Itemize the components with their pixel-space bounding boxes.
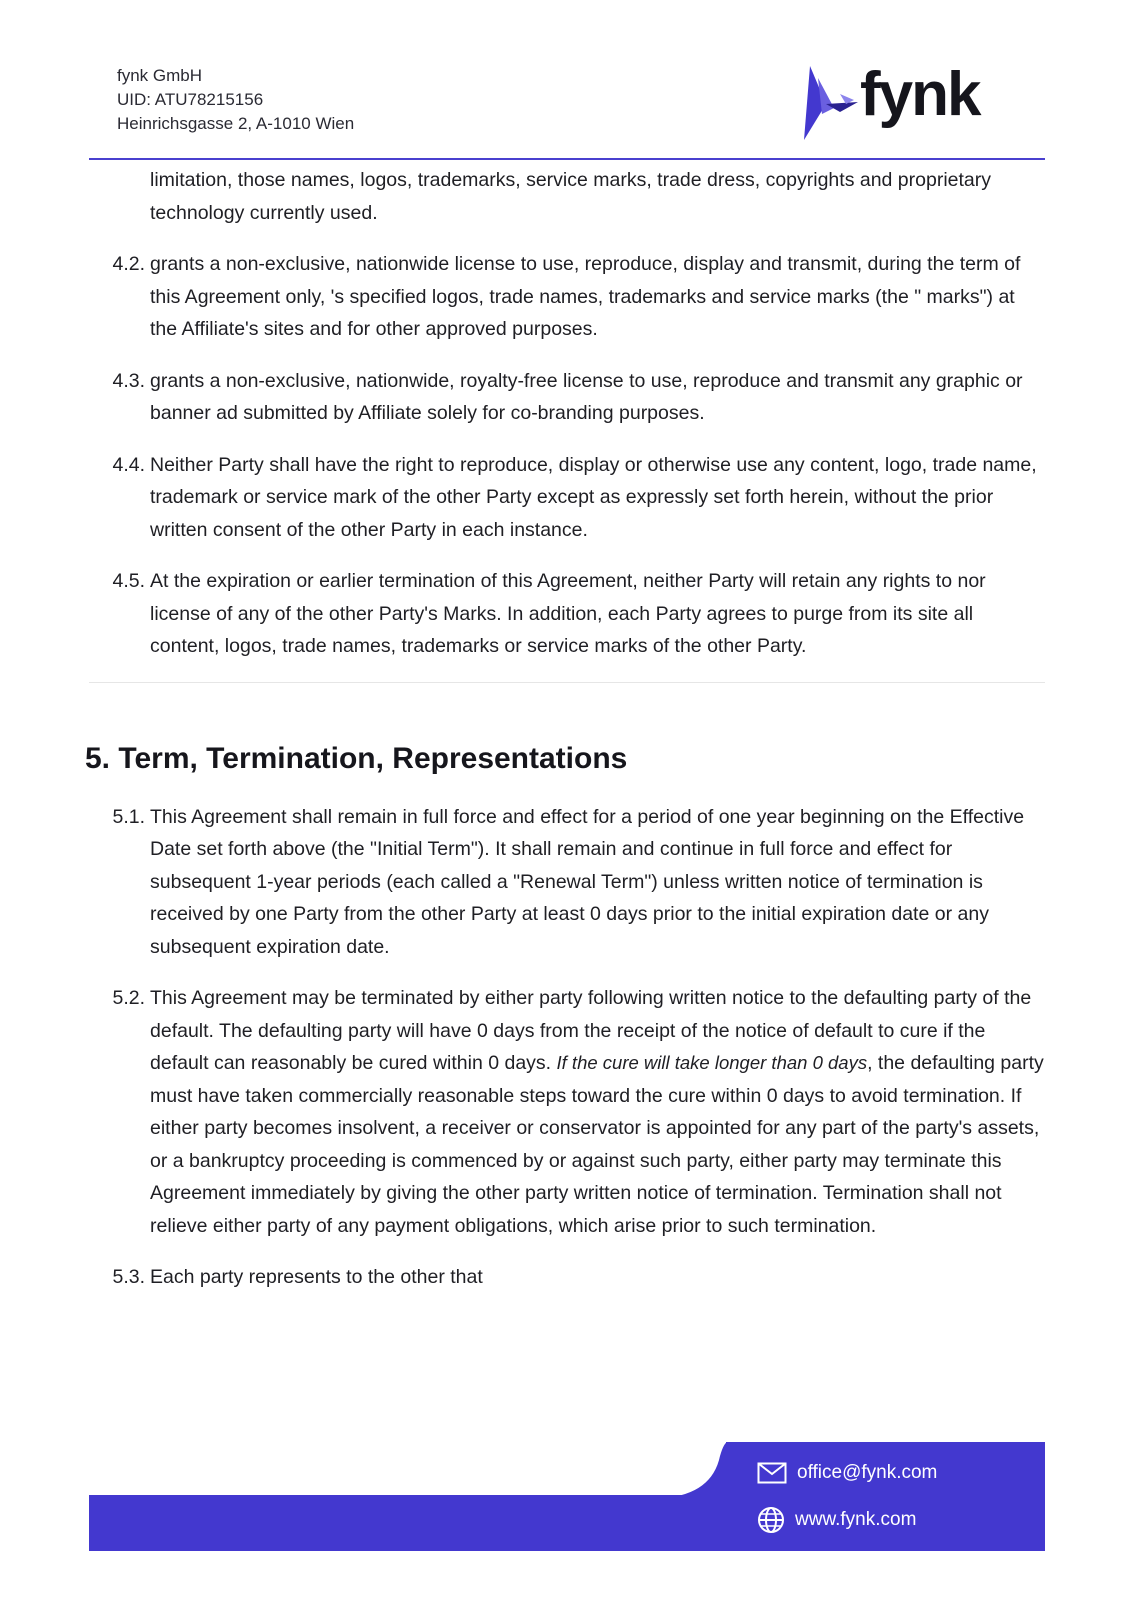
bird-logo-icon xyxy=(800,64,862,142)
clause-4-3 xyxy=(89,365,1045,430)
company-info xyxy=(117,64,354,136)
clause-continuation xyxy=(89,164,1045,229)
document-body xyxy=(85,164,1045,1313)
clause-text: Neither Party shall have the right to reproduce, display or otherwise use any content, logo, trade name, trademark or service mark of the other Party except as expressly set forth herein, without the prior written consent of the other Party in each instance. xyxy=(150,453,1037,541)
section-divider xyxy=(89,682,1045,683)
clause-number: 5.3. xyxy=(112,1266,145,1288)
company-address: Heinrichsgasse 2, A-1010 Wien xyxy=(117,114,355,133)
clause-text: grants a non-exclusive, nationwide license to use, reproduce, display and transmit, during the term of this Agreement only, 's specified logos, trade names, trademarks and service marks (the " marks") at the Affiliate's sites and for other approved purposes. xyxy=(150,253,1021,340)
clause-number: 4.2. xyxy=(112,253,145,275)
clause-4-4 xyxy=(89,449,1045,547)
clause-text: Each party represents to the other that xyxy=(150,1266,483,1288)
footer-curve xyxy=(664,1442,728,1498)
clause-text: limitation, those names, logos, trademarks, service marks, trade dress, copyrights and proprietary technology currently used. xyxy=(150,169,992,224)
clause-number: 4.5. xyxy=(112,570,145,592)
clause-5-3 xyxy=(89,1261,1045,1294)
footer-email-text: office@fynk.com xyxy=(797,1462,938,1483)
globe-icon xyxy=(757,1506,785,1534)
footer-website-text: www.fynk.com xyxy=(795,1509,917,1530)
clause-number: 5.2. xyxy=(112,987,145,1009)
section-title: 5. Term, Termination, Representations xyxy=(85,741,628,775)
logo-wordmark: fynk xyxy=(860,60,980,129)
fynk-logo xyxy=(800,58,1000,144)
footer-email[interactable] xyxy=(757,1462,937,1484)
clause-5-1 xyxy=(89,801,1045,964)
clause-4-5 xyxy=(89,565,1045,663)
clause-5-2 xyxy=(89,982,1045,1242)
company-uid: UID: ATU78215156 xyxy=(117,90,264,109)
clause-italic-text: If the cure will take longer than 0 days xyxy=(556,1052,868,1073)
company-name: fynk GmbH xyxy=(117,66,203,85)
clause-text: At the expiration or earlier termination of this Agreement, neither Party will retain any rights to nor license of any of the other Party's Marks. In addition, each Party agrees to purge from its site all content, logos, trade names, trademarks or service marks of the other Party. xyxy=(150,570,986,657)
envelope-icon xyxy=(757,1462,787,1484)
footer-website[interactable] xyxy=(757,1506,916,1534)
clause-number: 4.3. xyxy=(112,369,145,392)
clause-4-2 xyxy=(89,248,1045,346)
header-divider xyxy=(89,158,1045,160)
clause-number: 4.4. xyxy=(112,453,145,476)
clause-number: 5.1. xyxy=(112,805,145,828)
clause-text: This Agreement may be terminated by either party following written notice to the defaulting party of the default. The defaulting party will have 0 days from the receipt of the notice of default to cure if the default can reasonably be cured within 0 days. xyxy=(150,987,1032,1074)
clause-text: , the defaulting party must have taken commercially reasonable steps toward the cure within 0 days to avoid termination. If either party becomes insolvent, a receiver or conservator is appointed for any part of the party's assets, or a bankruptcy proceeding is commenced by or against such party, either party may terminate this Agreement immediately by giving the other party written notice of termination. Termination shall not relieve either party of any payment obligations, which arise prior to such termination. xyxy=(150,1052,1044,1237)
clause-text: This Agreement shall remain in full force and effect for a period of one year beginning on the Effective Date set forth above (the "Initial Term"). It shall remain and continue in full force and effect for subsequent 1-year periods (each called a "Renewal Term") unless written notice of termination is received by one Party from the other Party at least 0 days prior to the initial expiration date or any subsequent expiration date. xyxy=(150,805,1025,958)
clause-text: grants a non-exclusive, nationwide, royalty-free license to use, reproduce and transmit any graphic or banner ad submitted by Affiliate solely for co-branding purposes. xyxy=(150,369,1023,424)
